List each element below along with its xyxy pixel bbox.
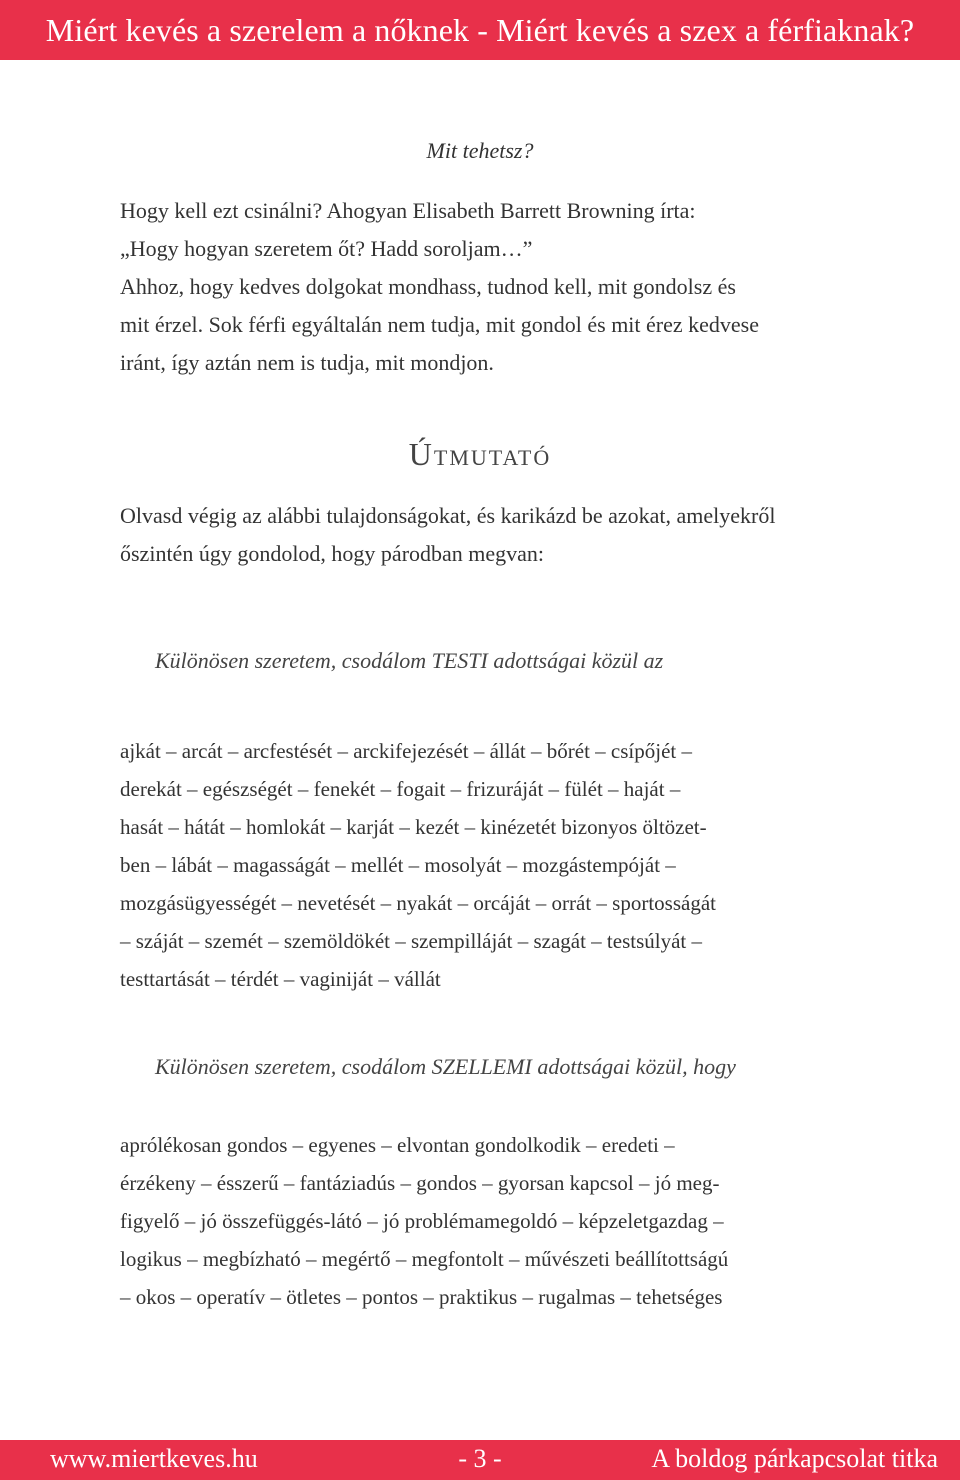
page-number: - 3 - — [458, 1444, 502, 1473]
section-subtitle: Mit tehetsz? — [426, 138, 534, 163]
guide-heading: Útmutató — [408, 436, 552, 472]
trait-line: figyelő – jó összefüggés-látó – jó problémamegoldó – képzeletgazdag – — [120, 1209, 724, 1233]
intro-line: Hogy kell ezt csinálni? Ahogyan Elisabeth Barrett Browning írta: — [120, 198, 696, 223]
mental-traits-list — [120, 1126, 840, 1316]
trait-line: derekát – egészségét – fenekét – fogait – frizuráját – fülét – haját – — [120, 777, 681, 801]
footer-banner — [0, 1440, 960, 1480]
physical-traits-list — [120, 732, 840, 998]
guide-paragraph — [120, 497, 860, 573]
page-title: Miért kevés a szerelem a nőknek - Miért kevés a szex a férfiaknak? — [45, 11, 915, 48]
intro-line: mit érzel. Sok férfi egyáltalán nem tudja, mit gondol és mit érez kedvese — [120, 312, 760, 337]
trait-line: érzékeny – ésszerű – fantáziadús – gondos – gyorsan kapcsol – jó meg- — [120, 1171, 720, 1195]
trait-line: ajkát – arcát – arcfestését – arckifejezését – állát – bőrét – csípőjét – — [120, 739, 692, 763]
intro-paragraph — [120, 192, 860, 382]
trait-line: aprólékosan gondos – egyenes – elvontan gondolkodik – eredeti – — [120, 1133, 675, 1157]
intro-line: Ahhoz, hogy kedves dolgokat mondhass, tudnod kell, mit gondolsz és — [120, 274, 736, 299]
guide-line: őszintén úgy gondolod, hogy párodban megvan: — [120, 541, 545, 566]
intro-line: iránt, így aztán nem is tudja, mit mondjon. — [120, 350, 494, 375]
trait-line: testtartását – térdét – vaginiját – vállát — [120, 967, 441, 991]
book-title: A boldog párkapcsolat titka — [651, 1444, 938, 1473]
trait-line: logikus – megbízható – megértő – megfontolt – művészeti beállítottságú — [120, 1247, 729, 1271]
trait-line: hasát – hátát – homlokát – karját – kezét – kinézetét bizonyos öltözet- — [120, 815, 707, 839]
trait-line: – okos – operatív – ötletes – pontos – praktikus – rugalmas – tehetséges — [120, 1285, 723, 1309]
guide-line: Olvasd végig az alábbi tulajdonságokat, és karikázd be azokat, amelyekről — [120, 503, 776, 528]
trait-line: ben – lábát – magasságát – mellét – mosolyát – mozgástempóját – — [120, 853, 676, 877]
website-link[interactable]: www.miertkeves.hu — [50, 1444, 258, 1473]
intro-line: „Hogy hogyan szeretem őt? Hadd soroljam…” — [120, 236, 533, 261]
header-banner — [0, 0, 960, 60]
physical-category-label: Különösen szeretem, csodálom TESTI adottságai közül az — [155, 648, 664, 673]
mental-category-label: Különösen szeretem, csodálom SZELLEMI adottságai közül, hogy — [155, 1054, 736, 1079]
trait-line: – száját – szemét – szemöldökét – szempilláját – szagát – testsúlyát – — [120, 929, 703, 953]
trait-line: mozgásügyességét – nevetését – nyakát – orcáját – orrát – sportosságát — [120, 891, 716, 915]
